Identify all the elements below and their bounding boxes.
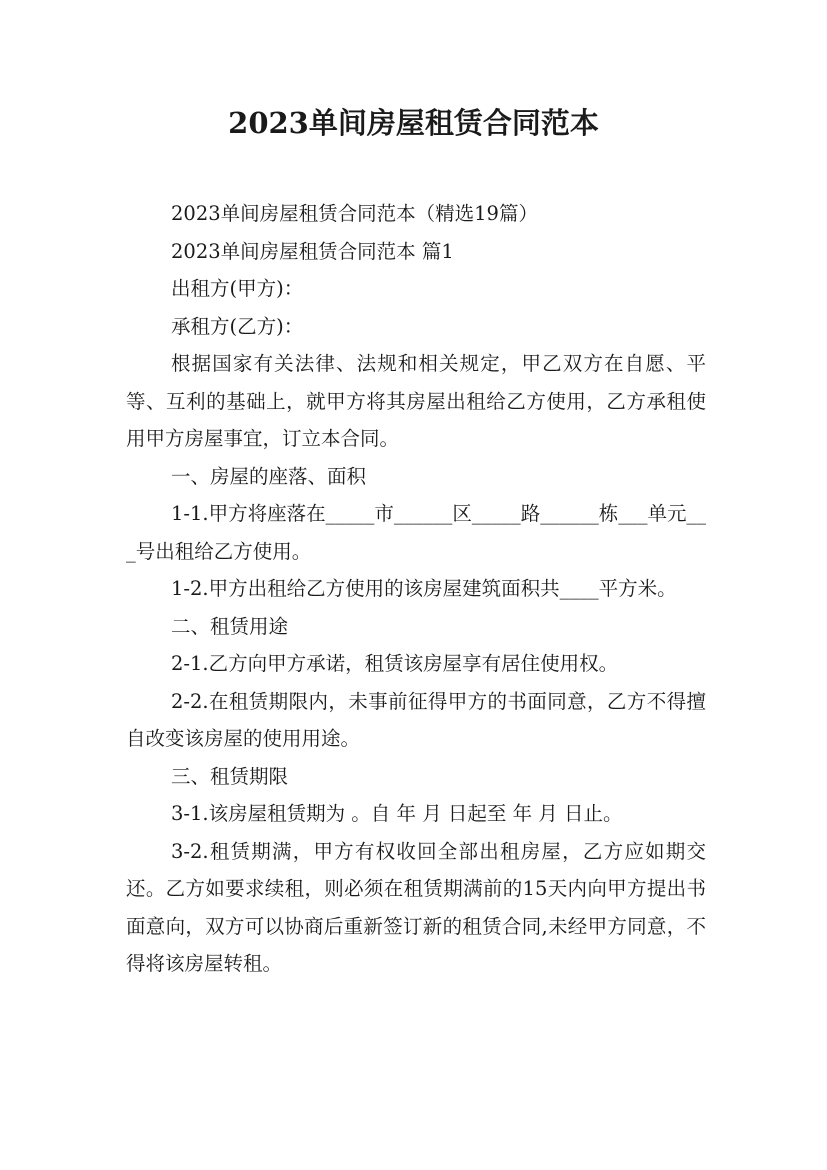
lessee-line: 承租方(乙方)： <box>171 314 304 338</box>
clause-1-2: 1-2.甲方出租给乙方使用的该房屋建筑面积共____平方米。 <box>171 577 677 600</box>
clause-heading-3: 三、租赁期限 <box>171 764 289 788</box>
clause-1-1: 1-1.甲方将座落在_____市______区_____路______栋___单元___号出租给乙方使用。 <box>126 502 706 563</box>
clause-2-2: 2-2.在租赁期限内，未事前征得甲方的书面同意，乙方不得擅自改变该房屋的使用用途。 <box>126 689 706 750</box>
document-title: 2023单间房屋租赁合同范本 <box>228 106 599 140</box>
section-heading-1: 2023单间房屋租赁合同范本 篇1 <box>171 239 454 263</box>
clause-3-2: 3-2.租赁期满，甲方有权收回全部出租房屋，乙方应如期交还。乙方如要求续租，则必须在租赁期满前的15天内向甲方提出书面意向，双方可以协商后重新签订新的租赁合同,未经甲方同意，不得将该房屋转租。 <box>126 839 706 975</box>
clause-heading-1: 一、房屋的座落、面积 <box>171 464 367 488</box>
clause-heading-2: 二、租赁用途 <box>171 614 289 638</box>
document-body <box>126 195 706 983</box>
preamble-paragraph: 根据国家有关法律、法规和相关规定，甲乙双方在自愿、平等、互利的基础上，就甲方将其房屋出租给乙方使用，乙方承租使用甲方房屋事宜，订立本合同。 <box>126 352 706 450</box>
clause-3-1: 3-1.该房屋租赁期为 。自 年 月 日起至 年 月 日止。 <box>171 802 623 825</box>
clause-2-1: 2-1.乙方向甲方承诺，租赁该房屋享有居住使用权。 <box>171 652 619 675</box>
lessor-line: 出租方(甲方)： <box>171 277 304 300</box>
subtitle-paragraph: 2023单间房屋租赁合同范本（精选19篇） <box>171 202 538 225</box>
